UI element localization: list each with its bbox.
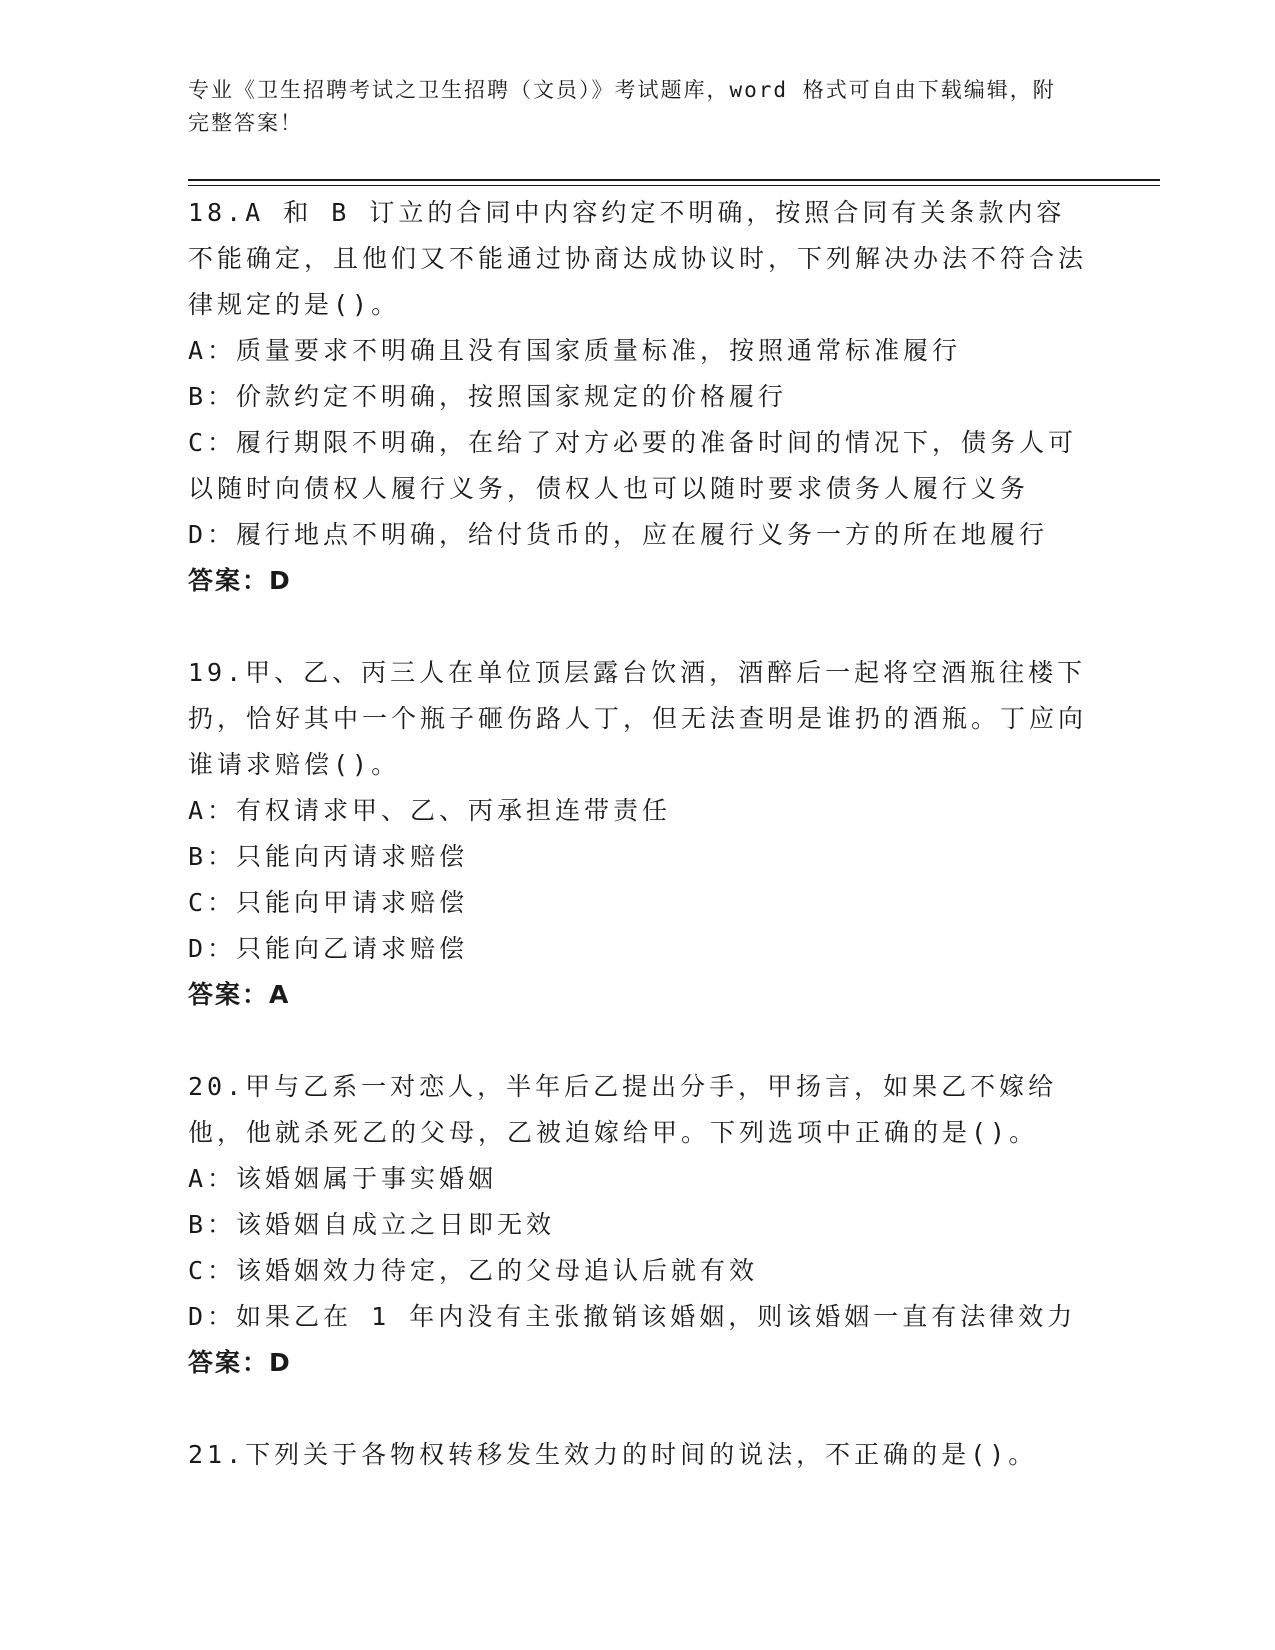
question-stem: 21.下列关于各物权转移发生效力的时间的说法，不正确的是()。 — [188, 1440, 1038, 1469]
option-d: D：只能向乙请求赔偿 — [188, 934, 469, 963]
option-c: C：只能向甲请求赔偿 — [188, 888, 469, 917]
header-divider-thick — [188, 179, 1160, 181]
option-a: A：有权请求甲、乙、丙承担连带责任 — [188, 796, 672, 825]
question-19 — [188, 650, 1088, 1018]
question-stem: 19.甲、乙、丙三人在单位顶层露台饮酒，酒醉后一起将空酒瓶往楼下扔，恰好其中一个瓶子砸伤路人丁，但无法查明是谁扔的酒瓶。丁应向谁请求赔偿()。 — [188, 658, 1088, 779]
header-divider-thin — [188, 185, 1160, 186]
question-20 — [188, 1064, 1088, 1386]
option-d: D：履行地点不明确，给付货币的，应在履行义务一方的所在地履行 — [188, 520, 1049, 549]
option-c: C：该婚姻效力待定，乙的父母追认后就有效 — [188, 1256, 759, 1285]
option-a: A：质量要求不明确且没有国家质量标准，按照通常标准履行 — [188, 336, 962, 365]
answer: 答案：D — [188, 566, 292, 595]
option-b: B：只能向丙请求赔偿 — [188, 842, 469, 871]
question-stem: 18.A 和 B 订立的合同中内容约定不明确，按照合同有关条款内容不能确定，且他们又不能通过协商达成协议时，下列解决办法不符合法律规定的是()。 — [188, 198, 1088, 319]
answer: 答案：D — [188, 1348, 292, 1377]
option-c: C：履行期限不明确，在给了对方必要的准备时间的情况下，债务人可以随时向债权人履行义务，债权人也可以随时要求债务人履行义务 — [188, 428, 1078, 503]
option-b: B：该婚姻自成立之日即无效 — [188, 1210, 556, 1239]
question-21 — [188, 1432, 1088, 1478]
question-list — [188, 190, 1088, 1478]
option-d: D：如果乙在 1 年内没有主张撤销该婚姻，则该婚姻一直有法律效力 — [188, 1302, 1077, 1331]
question-stem: 20.甲与乙系一对恋人，半年后乙提出分手，甲扬言，如果乙不嫁给他，他就杀死乙的父母，乙被迫嫁给甲。下列选项中正确的是()。 — [188, 1072, 1058, 1147]
option-a: A：该婚姻属于事实婚姻 — [188, 1164, 498, 1193]
answer: 答案：A — [188, 980, 291, 1009]
question-18 — [188, 190, 1088, 604]
document-header: 专业《卫生招聘考试之卫生招聘（文员）》考试题库，word 格式可自由下载编辑，附完整答案！ — [188, 78, 1056, 135]
option-b: B：价款约定不明确，按照国家规定的价格履行 — [188, 382, 788, 411]
